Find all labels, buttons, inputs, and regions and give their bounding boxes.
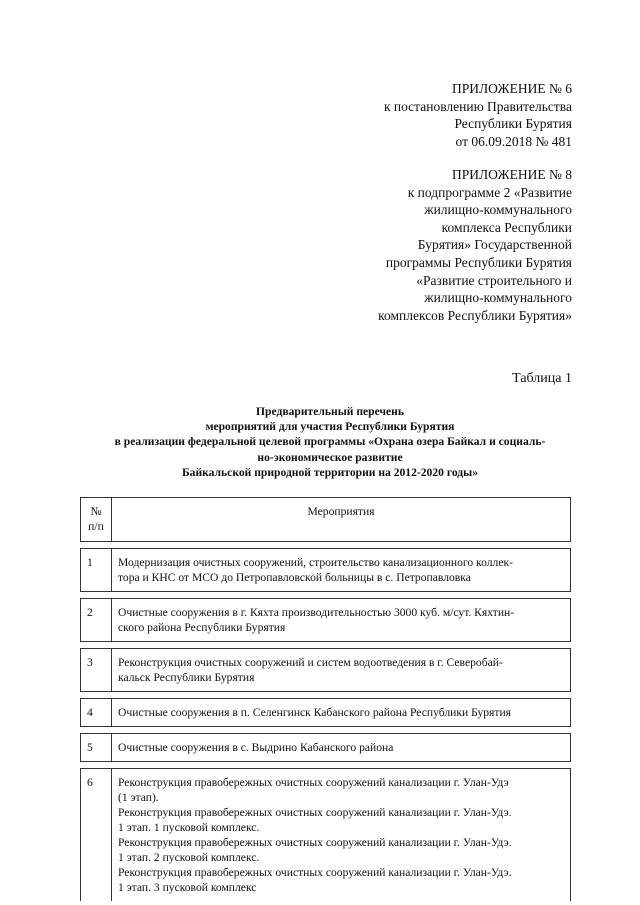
appendix-8-line: «Развитие строительного и	[416, 272, 572, 288]
row-text-line: тора и КНС от МСО до Петропавловской больницы в с. Петропавловка	[118, 571, 471, 584]
row-text-line: Реконструкция очистных сооружений и систем водоотведения в г. Северобай-	[118, 656, 503, 669]
row-text-cell	[112, 769, 571, 902]
table-row	[81, 734, 571, 762]
row-num-cell	[81, 734, 112, 762]
heading-line: мероприятий для участия Республики Бурятия	[205, 420, 455, 434]
appendix-8-line: жилищно-коммунального	[424, 290, 572, 306]
row-num-cell	[81, 649, 112, 692]
row-num-cell	[81, 769, 112, 902]
appendix-8-block	[378, 166, 572, 324]
row-text-line: Реконструкция правобережных очистных сооружений канализации г. Улан-Удэ.	[118, 806, 512, 819]
row-text-line: 1 этап. 1 пусковой комплекс.	[118, 821, 260, 834]
table-row	[81, 699, 571, 727]
row-num: 1	[87, 556, 93, 569]
table-row	[81, 769, 571, 902]
appendix-6-line: от 06.09.2018 № 481	[455, 133, 572, 149]
measures-table	[80, 497, 571, 901]
header-title: Мероприятия	[307, 505, 375, 518]
row-text-cell	[112, 734, 571, 762]
appendix-8-line: Бурятия» Государственной	[417, 237, 572, 253]
row-text-line: кальск Республики Бурятия	[118, 671, 255, 684]
row-num-cell	[81, 599, 112, 642]
row-num-cell	[81, 699, 112, 727]
row-num-cell	[81, 549, 112, 592]
row-text-line: (1 этап).	[118, 791, 159, 804]
appendix-6-line: ПРИЛОЖЕНИЕ № 6	[451, 81, 572, 96]
table-header-row	[81, 498, 571, 542]
appendix-8-line: программы Республики Бурятия	[385, 254, 572, 270]
row-num: 2	[87, 606, 93, 619]
row-text-line: Очистные сооружения в г. Кяхта производительностью 3000 куб. м/сут. Кяхтин-	[118, 606, 515, 619]
row-num: 5	[87, 741, 93, 754]
heading-line: Предварительный перечень	[256, 405, 404, 418]
table-label: Таблица 1	[512, 371, 572, 386]
appendix-8-line: ПРИЛОЖЕНИЕ № 8	[451, 167, 572, 182]
row-text-line: Реконструкция правобережных очистных сооружений канализации г. Улан-Удэ	[118, 776, 509, 789]
appendix-8-line: к подпрограмме 2 «Развитие	[407, 184, 572, 200]
row-num: 6	[87, 776, 93, 789]
header-num-symbol: №	[90, 505, 102, 518]
appendix-6-line: к постановлению Правительства	[383, 98, 572, 114]
row-text-line: Модернизация очистных сооружений, строительство канализационного коллек-	[118, 556, 513, 569]
row-text-cell	[112, 699, 571, 727]
row-text-cell	[112, 599, 571, 642]
row-num: 4	[87, 706, 93, 719]
header-num-cell	[81, 498, 112, 542]
appendix-6-line: Республики Бурятия	[454, 116, 572, 132]
table-row	[81, 599, 571, 642]
appendix-8-line: комплекса Республики	[441, 219, 572, 235]
row-text-line: 1 этап. 3 пусковой комплекс	[118, 881, 257, 894]
heading-line: но-экономическое развитие	[257, 450, 403, 464]
row-text-line: Реконструкция правобережных очистных сооружений канализации г. Улан-Удэ.	[118, 836, 512, 849]
header-title-cell	[112, 498, 571, 542]
heading-line: Байкальской природной территории на 2012-2020 годы»	[182, 465, 478, 479]
row-text-line: ского района Республики Бурятия	[118, 621, 286, 634]
row-text-cell	[112, 649, 571, 692]
appendix-8-line: комплексов Республики Бурятия»	[378, 307, 572, 323]
heading-line: в реализации федеральной целевой программы «Охрана озера Байкал и социаль-	[114, 435, 546, 449]
row-text-line: Реконструкция правобережных очистных сооружений канализации г. Улан-Удэ.	[118, 866, 512, 879]
header-num-abbrev: п/п	[88, 520, 104, 533]
row-text-line: 1 этап. 2 пусковой комплекс.	[118, 851, 260, 864]
table-row	[81, 649, 571, 692]
appendix-6-block	[384, 80, 572, 150]
row-text-line: Очистные сооружения в п. Селенгинск Кабанского района Республики Бурятия	[118, 706, 511, 719]
row-num: 3	[87, 656, 93, 669]
appendix-8-line: жилищно-коммунального	[424, 202, 572, 218]
row-text-cell	[112, 549, 571, 592]
table-heading	[80, 404, 580, 480]
row-text-line: Очистные сооружения в с. Выдрино Кабанского района	[118, 741, 394, 754]
table-row	[81, 549, 571, 592]
